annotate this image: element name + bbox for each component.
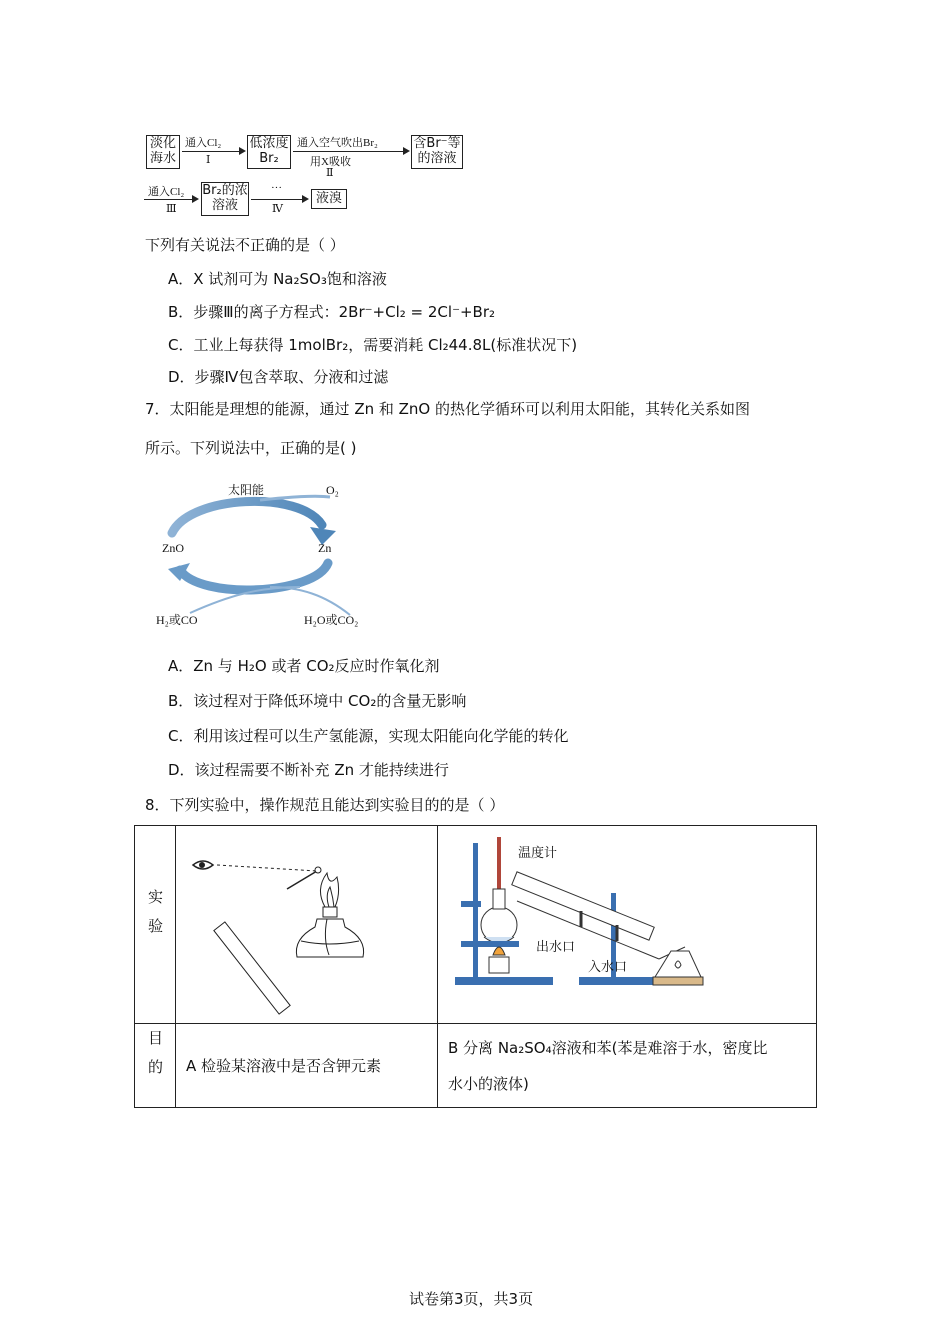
flow-arrow-1 [182,151,240,152]
table-row-purpose [135,1024,817,1108]
flow-arrow-4 [251,199,303,200]
distillation-apparatus [439,827,815,1022]
q7-option-b: B．该过程对于降低环境中 CO₂的含量无影响 [168,692,467,710]
purpose-b-line2: 水小的液体) [448,1074,529,1093]
flow-arrowhead-3 [192,195,199,203]
cycle-top-label: 太阳能 [228,483,265,497]
flow-arrowhead-4 [302,195,309,203]
cycle-h2o-co2-label: H₂O或CO₂ [304,613,359,627]
q7-stem-line2: 所示。下列说法中，正确的是( ) [145,439,357,457]
flow-step3-top: 通入Cl₂ [148,186,185,198]
row1-header-text: 实验 [146,888,164,947]
flame-test-apparatus [177,827,436,1022]
q7-option-a: A．Zn 与 H₂O 或者 CO₂反应时作氧化剂 [168,657,440,675]
purpose-b [438,1024,817,1108]
flow-arrowhead-2 [403,147,410,155]
q6-option-d: D．步骤Ⅳ包含萃取、分液和过滤 [168,368,389,386]
flow-step2-top: 通入空气吹出Br₂ [297,137,378,149]
flow-box-seawater: 淡化海水 [146,135,180,169]
q6-stem: 下列有关说法不正确的是（ ） [145,236,345,254]
purpose-b-line1: B 分离 Na₂SO₄溶液和苯(苯是难溶于水，密度比 [448,1038,768,1057]
cycle-o2-label: O₂ [326,483,339,497]
q8-experiment-table [134,825,817,1108]
page-footer: 试卷第3页，共3页 [409,1290,534,1308]
flow-step4-dots: ··· [271,182,282,194]
row2-header-text: 目的 [146,1029,164,1088]
cycle-h2-co-label: H₂或CO [156,613,198,627]
flow-step3-num: Ⅲ [166,203,177,215]
cell-distillation [438,826,817,1024]
cycle-zno-label: ZnO [162,541,184,555]
flow-step4-num: Ⅳ [272,203,283,215]
flow-arrowhead-1 [239,147,246,155]
q7-option-d: D．该过程需要不断补充 Zn 才能持续进行 [168,761,449,779]
flow-arrow-2 [293,151,404,152]
q7-stem-line1: 7．太阳能是理想的能源，通过 Zn 和 ZnO 的热化学循环可以利用太阳能，其转化关系如图 [145,400,750,418]
thermometer-label: 温度计 [518,846,558,861]
flow-step1-top: 通入Cl₂ [185,137,222,149]
q8-stem: 8．下列实验中，操作规范且能达到实验目的的是（ ） [145,796,505,814]
flow-box-br-solution: 含Br⁻等的溶液 [411,135,463,169]
q7-option-c: C．利用该过程可以生产氢能源，实现太阳能向化学能的转化 [168,727,569,745]
flow-box-low-br2: 低浓度Br₂ [247,135,291,169]
flow-step2-num: Ⅱ [326,167,334,179]
q6-option-b: B．步骤Ⅲ的离子方程式：2Br⁻+Cl₂ = 2Cl⁻+Br₂ [168,303,496,321]
q6-option-a: A．X 试剂可为 Na₂SO₃饱和溶液 [168,270,387,288]
row-header-experiment [135,826,176,1024]
flow-arrow-3 [144,199,193,200]
flow-box-liquid-bromine: 液溴 [311,189,347,209]
flow-step2-bottom: 用X吸收 [310,156,351,168]
zn-cycle-diagram [150,475,380,635]
flow-box-br2-concentrated: Br₂的浓溶液 [201,182,249,216]
purpose-a [176,1024,438,1108]
inlet-label: 入水口 [588,960,628,975]
table-row-experiment [135,826,817,1024]
row-header-purpose [135,1024,176,1108]
purpose-a-text: A 检验某溶液中是否含钾元素 [186,1057,382,1075]
outlet-label: 出水口 [536,940,576,955]
cell-flame-test [176,826,438,1024]
cycle-zn-label: Zn [318,541,332,555]
q6-option-c: C．工业上每获得 1molBr₂，需要消耗 Cl₂44.8L(标准状况下) [168,336,578,354]
flow-step1-num: Ⅰ [206,154,211,166]
